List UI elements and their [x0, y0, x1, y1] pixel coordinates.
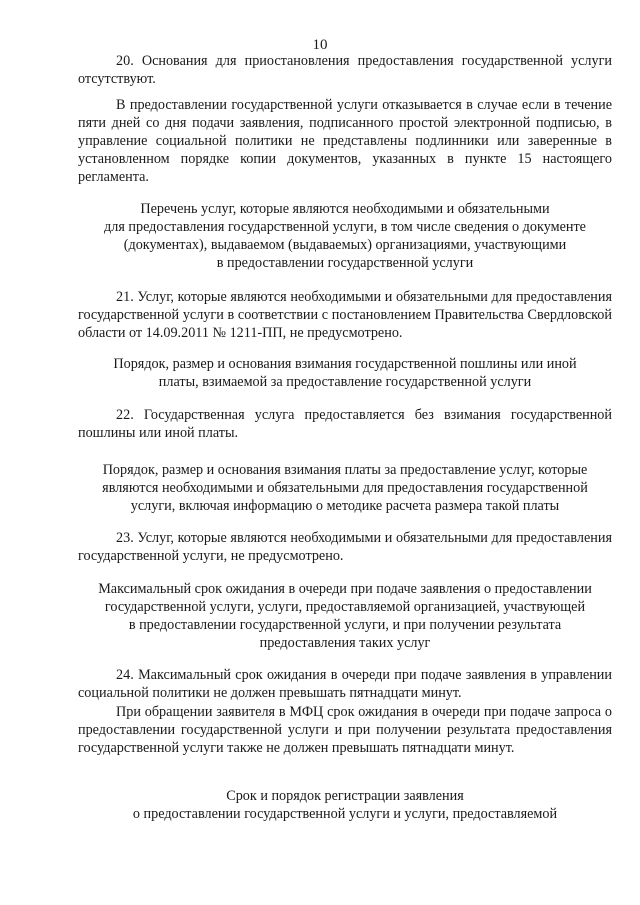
heading-line: Перечень услуг, которые являются необходимыми и обязательными — [140, 201, 550, 217]
heading-line: платы, взимаемой за предоставление государственной услуги — [158, 374, 532, 390]
heading-line: предоставления таких услуг — [259, 635, 431, 651]
paragraph-21: 21. Услуг, которые являются необходимыми и обязательными для предоставления государственной услуги в соответствии с постановлением Правительства Свердловской области от 14.09.2011 № 1211-ПП, не предусмотрено. — [78, 289, 612, 341]
heading-required-services — [80, 200, 610, 272]
heading-line: о предоставлении государственной услуги и услуги, предоставляемой — [132, 806, 558, 822]
heading-line: государственной услуги, услуги, предоставляемой организацией, участвующей — [104, 599, 586, 615]
paragraph-23: 23. Услуг, которые являются необходимыми и обязательными для предоставления государственной услуги, не предусмотрено. — [78, 530, 612, 564]
paragraph-20-refusal: В предоставлении государственной услуги отказывается в случае если в течение пяти дней со дня подачи заявления, подписанного простой электронной подписью, в управление социальной политики не представлены подлинники или заверенные в установленном порядке копии документов, указанных в пункте 15 настоящего регламента. — [78, 97, 612, 185]
page-number: 10 — [312, 37, 328, 53]
heading-line: услуги, включая информацию о методике расчета размера такой платы — [130, 498, 560, 514]
heading-queue-time — [80, 580, 610, 652]
heading-line: в предоставлении государственной услуги, и при получении результата — [128, 617, 562, 633]
heading-line: являются необходимыми и обязательными для предоставления государственной — [102, 480, 588, 496]
paragraph-24-mfc: При обращении заявителя в МФЦ срок ожидания в очереди при подаче запроса о предоставлении государственной услуги и при получении результата предоставления государственной услуги также не должен превышать пятнадцати минут. — [78, 704, 612, 756]
heading-line: Порядок, размер и основания взимания государственной пошлины или иной — [113, 356, 577, 372]
heading-state-fee — [80, 355, 610, 391]
heading-line: Срок и порядок регистрации заявления — [226, 788, 464, 804]
heading-line: для предоставления государственной услуги, в том числе сведения о документе — [104, 219, 586, 235]
heading-line: (документах), выдаваемом (выдаваемых) организациями, участвующими — [123, 237, 567, 253]
heading-line: в предоставлении государственной услуги — [216, 255, 474, 271]
paragraph-24: 24. Максимальный срок ожидания в очереди при подаче заявления в управлении социальной политики не должен превышать пятнадцати минут. — [78, 667, 612, 701]
paragraph-20: 20. Основания для приостановления предоставления государственной услуги отсутствуют. — [78, 53, 612, 87]
heading-line: Максимальный срок ожидания в очереди при подаче заявления о предоставлении — [98, 581, 592, 597]
heading-line: Порядок, размер и основания взимания платы за предоставление услуг, которые — [102, 462, 588, 478]
paragraph-22: 22. Государственная услуга предоставляется без взимания государственной пошлины или иной платы. — [78, 407, 612, 441]
heading-registration — [80, 787, 610, 823]
heading-fee-procedure — [80, 461, 610, 515]
